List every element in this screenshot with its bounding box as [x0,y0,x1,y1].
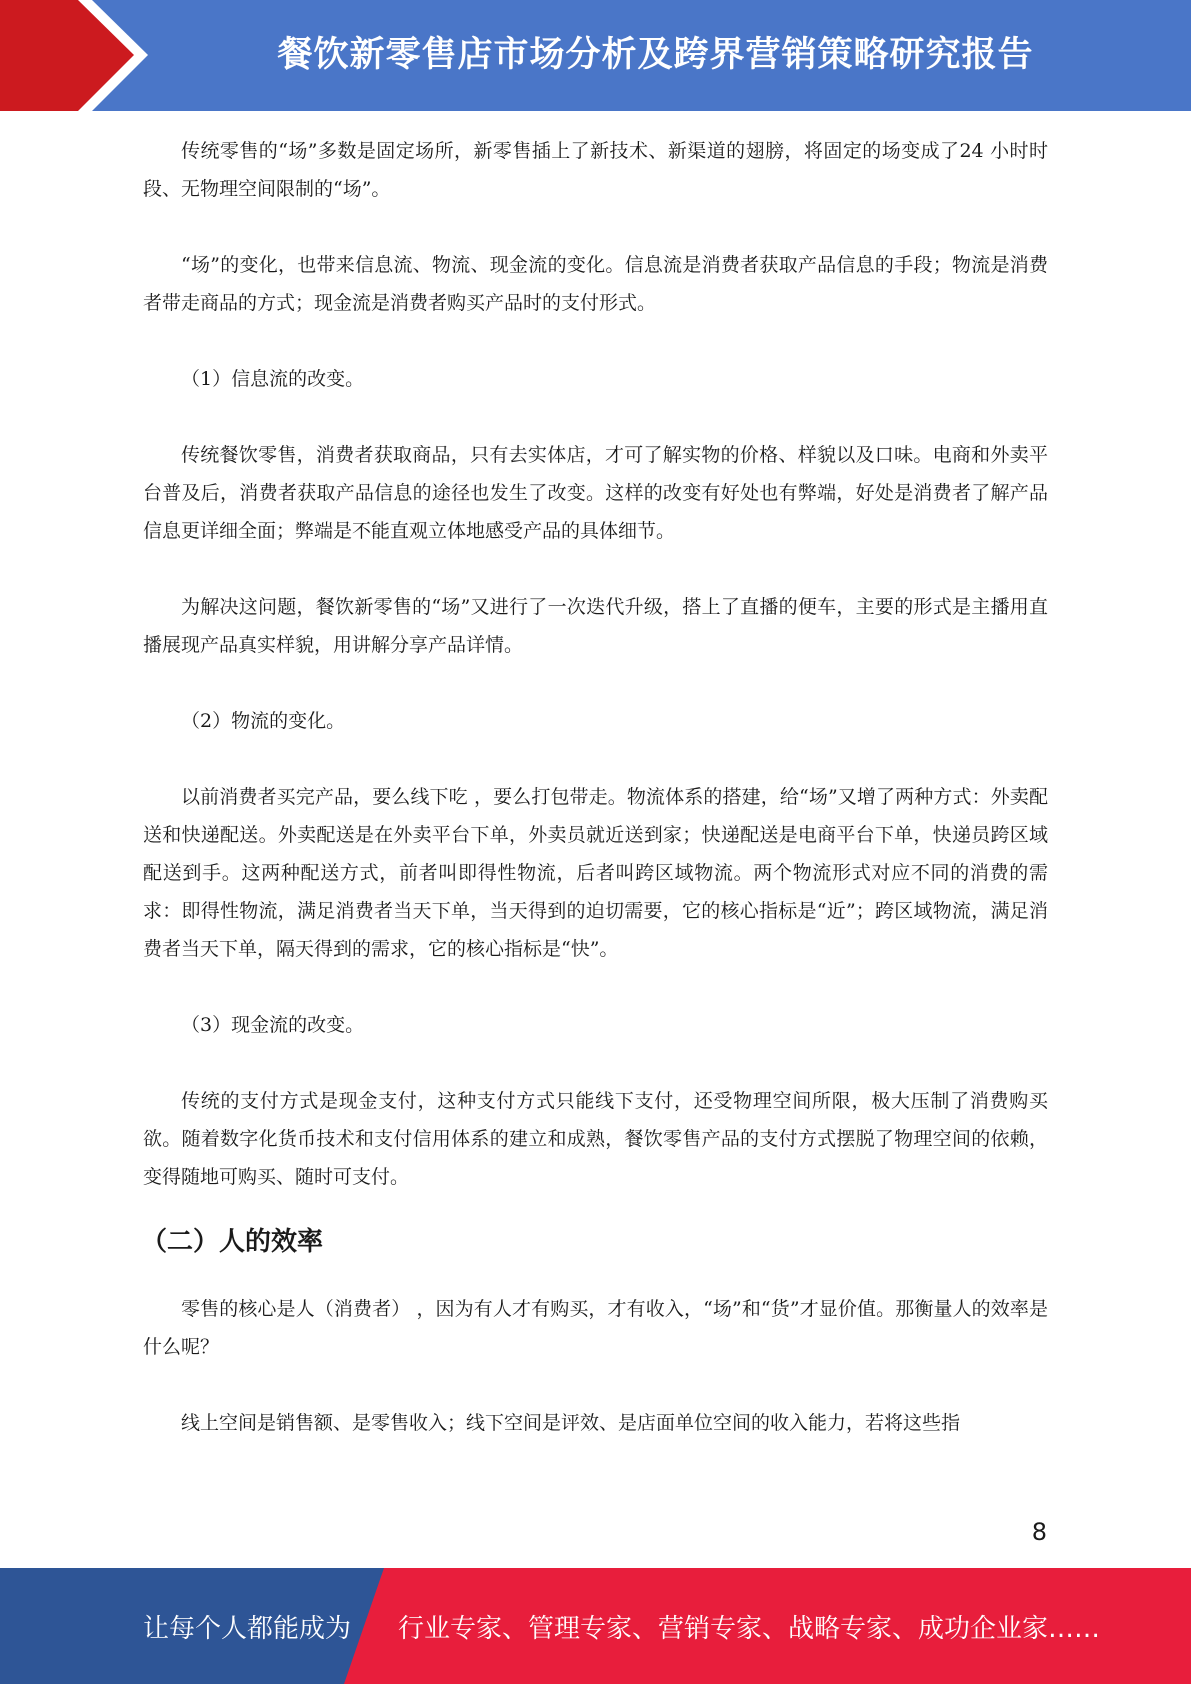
header-arrow-decoration [0,0,160,111]
paragraph: “场”的变化，也带来信息流、物流、现金流的变化。信息流是消费者获取产品信息的手段；物流是消费者带走商品的方式；现金流是消费者购买产品时的支付形式。 [143,254,1048,314]
paragraph: 传统餐饮零售，消费者获取商品，只有去实体店，才可了解实物的价格、样貌以及口味。电商和外卖平台普及后，消费者获取产品信息的途径也发生了改变。这样的改变有好处也有弊端，好处是消费者了解产品信息更详细全面；弊端是不能直观立体地感受产品的具体细节。 [143,444,1048,542]
footer-slogan-right: 行业专家、管理专家、营销专家、战略专家、成功企业家…… [398,1613,1101,1644]
header-band [0,0,1191,111]
paragraph: 为解决这问题，餐饮新零售的“场”又进行了一次迭代升级，搭上了直播的便车，主要的形式是主播用直播展现产品真实样貌，用讲解分享产品详情。 [143,596,1048,656]
document-body [143,132,1048,1442]
footer-slogan-left: 让每个人都能成为 [143,1613,352,1644]
document-title: 餐饮新零售店市场分析及跨界营销策略研究报告 [277,35,1034,75]
subheading-information-flow: （1）信息流的改变。 [181,368,365,390]
section-heading: （二）人的效率 [141,1227,324,1257]
paragraph: 传统的支付方式是现金支付，这种支付方式只能线下支付，还受物理空间所限，极大压制了消费购买欲。随着数字化货币技术和支付信用体系的建立和成熟，餐饮零售产品的支付方式摆脱了物理空间的依赖，变得随地可购买、随时可支付。 [143,1090,1048,1188]
subheading-logistics: （2）物流的变化。 [181,710,346,732]
page-number: 8 [1031,1518,1047,1546]
paragraph: 传统零售的“场”多数是固定场所，新零售插上了新技术、新渠道的翅膀，将固定的场变成了24 小时时段、无物理空间限制的“场”。 [143,140,1048,200]
subheading-cash-flow: （3）现金流的改变。 [181,1014,365,1036]
footer-band [0,1568,1191,1684]
paragraph: 以前消费者买完产品，要么线下吃 ，要么打包带走。物流体系的搭建，给“场”又增了两种方式：外卖配送和快递配送。外卖配送是在外卖平台下单，外卖员就近送到家；快递配送是电商平台下单，快递员跨区域配送到手。这两种配送方式，前者叫即得性物流，后者叫跨区域物流。两个物流形式对应不同的消费的需求：即得性物流，满足消费者当天下单，当天得到的迫切需要，它的核心指标是“近”；跨区域物流，满足消费者当天下单，隔天得到的需求，它的核心指标是“快”。 [143,786,1048,960]
paragraph: 线上空间是销售额、是零售收入；线下空间是评效、是店面单位空间的收入能力，若将这些指 [181,1412,961,1434]
paragraph: 零售的核心是人（消费者） ，因为有人才有购买，才有收入，“场”和“货”才显价值。那衡量人的效率是什么呢？ [143,1298,1048,1358]
